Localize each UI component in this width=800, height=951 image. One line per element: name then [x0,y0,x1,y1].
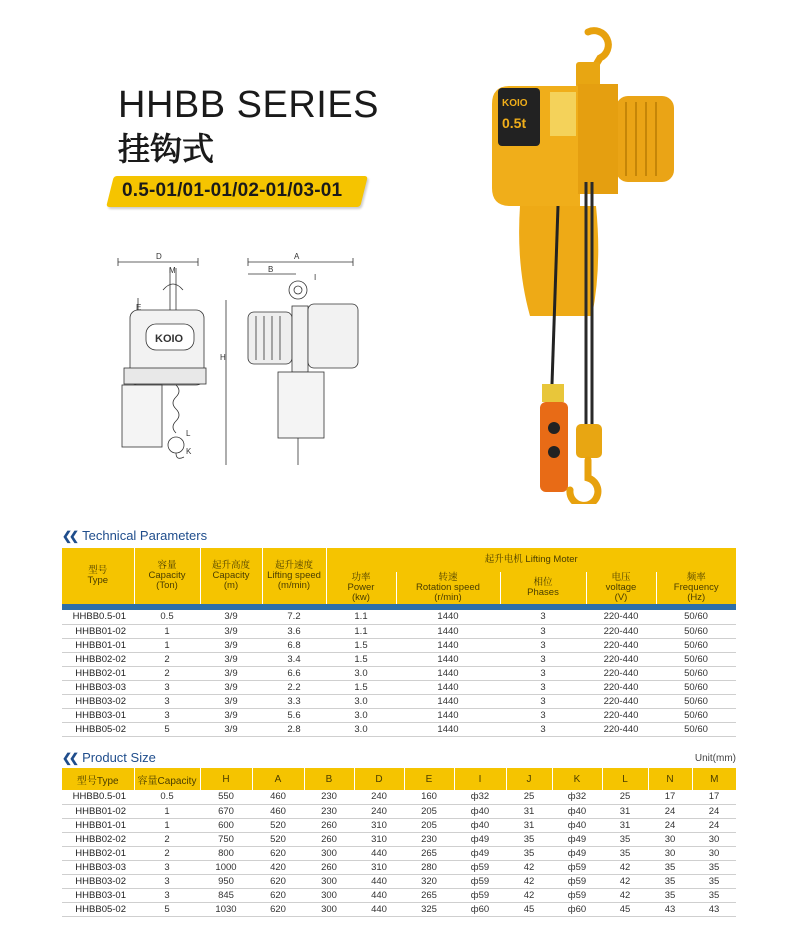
value-cell: 205 [404,818,454,832]
value-cell: 42 [506,874,552,888]
table-row [62,638,736,652]
model-cell: HHBB01-01 [62,818,134,832]
value-cell: 30 [692,846,736,860]
size-col-header: N [648,768,692,790]
value-cell: 3/9 [200,666,262,680]
value-cell: 1440 [396,624,500,638]
value-cell: 300 [304,846,354,860]
value-cell: 460 [252,790,304,804]
value-cell: 160 [404,790,454,804]
value-cell: 230 [304,790,354,804]
value-cell: 620 [252,874,304,888]
size-col-header: 容量Capacity [134,768,200,790]
value-cell: 440 [354,846,404,860]
value-cell: 310 [354,818,404,832]
table-row [62,888,736,902]
value-cell: 0.5 [134,610,200,624]
value-cell: 800 [200,846,252,860]
value-cell: 3.3 [262,694,326,708]
value-cell: 3/9 [200,624,262,638]
diagram-brand: KOIO [155,333,184,345]
size-col-header: M [692,768,736,790]
value-cell: 750 [200,832,252,846]
dimension-drawing [108,250,368,475]
value-cell: 17 [692,790,736,804]
value-cell: 1000 [200,860,252,874]
table-row [62,610,736,624]
value-cell: 1 [134,624,200,638]
value-cell: 1440 [396,666,500,680]
table-row [62,666,736,680]
size-col-header: 型号Type [62,768,134,790]
value-cell: 1.1 [326,610,396,624]
value-cell: 280 [404,860,454,874]
page-title: HHBB SERIES [118,84,380,126]
value-cell: 2 [134,832,200,846]
model-cell: HHBB03-01 [62,708,134,722]
value-cell: 50/60 [656,708,736,722]
value-cell: 50/60 [656,610,736,624]
model-cell: HHBB0.5-01 [62,610,134,624]
size-rows [62,790,736,916]
value-cell: 3 [134,860,200,874]
model-banner [110,176,364,207]
col-frequency: 频率 Frequency (Hz) [656,572,736,604]
value-cell: 520 [252,832,304,846]
value-cell: 440 [354,902,404,916]
value-cell: 45 [602,902,648,916]
size-col-header: L [602,768,648,790]
model-cell: HHBB05-02 [62,902,134,916]
value-cell: 300 [304,874,354,888]
value-cell: 1.1 [326,624,396,638]
value-cell: 42 [602,860,648,874]
value-cell: 220-440 [586,652,656,666]
value-cell: 35 [506,846,552,860]
hoist-product-image [480,24,690,504]
value-cell: 320 [404,874,454,888]
value-cell: 42 [602,874,648,888]
value-cell: 0.5 [134,790,200,804]
value-cell: 50/60 [656,624,736,638]
size-col-header: A [252,768,304,790]
col-motor-group: 起升电机 Lifting Moter [326,548,736,572]
value-cell: 845 [200,888,252,902]
value-cell: 1440 [396,722,500,736]
value-cell: 1440 [396,638,500,652]
value-cell: ф32 [552,790,602,804]
value-cell: 240 [354,804,404,818]
dim-label-m: M [169,266,176,275]
value-cell: 6.8 [262,638,326,652]
table-row [62,722,736,736]
value-cell: ф59 [552,874,602,888]
value-cell: 460 [252,804,304,818]
value-cell: 950 [200,874,252,888]
model-cell: HHBB02-02 [62,832,134,846]
value-cell: 30 [692,832,736,846]
value-cell: 24 [648,804,692,818]
value-cell: 50/60 [656,652,736,666]
technical-table [62,548,736,737]
value-cell: 1440 [396,680,500,694]
model-list: 0.5-01/01-01/02-01/03-01 [122,180,343,201]
dim-label-e: E [136,303,142,312]
model-cell: HHBB02-02 [62,652,134,666]
value-cell: 3/9 [200,680,262,694]
value-cell: ф49 [454,846,506,860]
value-cell: ф40 [552,804,602,818]
table-row [62,832,736,846]
value-cell: 310 [354,860,404,874]
value-cell: 3 [134,694,200,708]
value-cell: ф59 [454,860,506,874]
value-cell: 24 [692,804,736,818]
model-cell: HHBB03-02 [62,874,134,888]
value-cell: 3/9 [200,638,262,652]
value-cell: 3.0 [326,708,396,722]
value-cell: ф49 [454,832,506,846]
col-capacity: 容量 Capacity (Ton) [134,548,200,604]
table-row [62,846,736,860]
value-cell: 240 [354,790,404,804]
table-row [62,694,736,708]
value-cell: 35 [692,874,736,888]
value-cell: 260 [304,832,354,846]
value-cell: 3.0 [326,722,396,736]
model-cell: HHBB03-03 [62,860,134,874]
model-cell: HHBB03-01 [62,888,134,902]
value-cell: 3.4 [262,652,326,666]
value-cell: 260 [304,818,354,832]
value-cell: 1.5 [326,652,396,666]
value-cell: 3/9 [200,694,262,708]
size-unit: Unit(mm) [694,753,736,764]
value-cell: 30 [648,846,692,860]
value-cell: 420 [252,860,304,874]
value-cell: 50/60 [656,666,736,680]
col-voltage: 电压 voltage (V) [586,572,656,604]
value-cell: 1.5 [326,680,396,694]
value-cell: ф59 [454,874,506,888]
value-cell: 620 [252,888,304,902]
value-cell: 3 [500,680,586,694]
value-cell: 50/60 [656,680,736,694]
value-cell: 3 [500,694,586,708]
dim-label-d: D [156,252,162,261]
table-row [62,652,736,666]
value-cell: ф40 [552,818,602,832]
value-cell: 35 [506,832,552,846]
value-cell: 230 [404,832,454,846]
value-cell: 3 [500,652,586,666]
value-cell: 265 [404,888,454,902]
value-cell: 220-440 [586,624,656,638]
table-row [62,818,736,832]
value-cell: 50/60 [656,694,736,708]
technical-heading: ❮❮ Technical Parameters [62,528,208,543]
value-cell: ф59 [454,888,506,902]
value-cell: 620 [252,902,304,916]
value-cell: 3 [134,888,200,902]
size-col-header: H [200,768,252,790]
value-cell: 3.0 [326,666,396,680]
dim-label-h: H [220,353,226,362]
value-cell: 3/9 [200,610,262,624]
value-cell: 2.8 [262,722,326,736]
value-cell: 31 [602,818,648,832]
value-cell: 260 [304,860,354,874]
dim-label-i: I [314,273,317,282]
value-cell: 205 [404,804,454,818]
value-cell: 35 [602,832,648,846]
value-cell: 50/60 [656,722,736,736]
value-cell: 31 [602,804,648,818]
dim-label-a: A [294,252,300,261]
table-row [62,680,736,694]
value-cell: 300 [304,902,354,916]
value-cell: 5 [134,902,200,916]
col-power: 功率 Power (kw) [326,572,396,604]
value-cell: 35 [648,874,692,888]
table-row [62,902,736,916]
value-cell: 3/9 [200,708,262,722]
value-cell: 1440 [396,694,500,708]
value-cell: 3 [500,610,586,624]
value-cell: 600 [200,818,252,832]
dim-label-b: B [268,265,274,274]
col-rotation: 转速 Rotation speed (r/min) [396,572,500,604]
table-row [62,790,736,804]
value-cell: 3 [500,708,586,722]
value-cell: 3 [134,874,200,888]
col-lift-speed: 起升速度 Lifting speed (m/min) [262,548,326,604]
value-cell: 220-440 [586,708,656,722]
value-cell: ф59 [552,860,602,874]
value-cell: 35 [648,888,692,902]
value-cell: 45 [506,902,552,916]
size-col-header: D [354,768,404,790]
value-cell: 43 [648,902,692,916]
value-cell: 3 [500,722,586,736]
value-cell: 5 [134,722,200,736]
value-cell: 220-440 [586,666,656,680]
value-cell: 1440 [396,708,500,722]
value-cell: 3 [134,708,200,722]
value-cell: 30 [648,832,692,846]
value-cell: 220-440 [586,694,656,708]
value-cell: 1440 [396,652,500,666]
value-cell: 220-440 [586,722,656,736]
size-table [62,768,736,917]
double-chevron-icon: ❮❮ [62,750,77,765]
value-cell: 25 [506,790,552,804]
value-cell: 3.0 [326,694,396,708]
value-cell: 7.2 [262,610,326,624]
model-cell: HHBB01-02 [62,624,134,638]
col-lift-height: 起升高度 Capacity (m) [200,548,262,604]
value-cell: 50/60 [656,638,736,652]
value-cell: 230 [304,804,354,818]
model-cell: HHBB05-02 [62,722,134,736]
value-cell: 1030 [200,902,252,916]
value-cell: 25 [602,790,648,804]
value-cell: ф40 [454,818,506,832]
table-row [62,708,736,722]
value-cell: 3.6 [262,624,326,638]
value-cell: 43 [692,902,736,916]
product-capacity: 0.5t [502,115,527,131]
value-cell: 1 [134,818,200,832]
value-cell: ф59 [552,888,602,902]
value-cell: 3/9 [200,722,262,736]
value-cell: 3 [500,638,586,652]
value-cell: 42 [506,888,552,902]
page-subtitle: 挂钩式 [118,130,215,168]
value-cell: 550 [200,790,252,804]
table-row [62,874,736,888]
value-cell: 620 [252,846,304,860]
value-cell: 3 [500,624,586,638]
value-cell: 3 [134,680,200,694]
value-cell: 35 [648,860,692,874]
value-cell: 300 [304,888,354,902]
value-cell: 17 [648,790,692,804]
value-cell: 325 [404,902,454,916]
value-cell: ф60 [552,902,602,916]
value-cell: 2 [134,652,200,666]
size-col-header: B [304,768,354,790]
value-cell: 24 [692,818,736,832]
value-cell: ф40 [454,804,506,818]
value-cell: 3/9 [200,652,262,666]
model-cell: HHBB02-01 [62,846,134,860]
value-cell: ф32 [454,790,506,804]
size-col-header: I [454,768,506,790]
value-cell: 24 [648,818,692,832]
product-brand: KOIO [502,98,528,109]
value-cell: 2.2 [262,680,326,694]
model-cell: HHBB01-01 [62,638,134,652]
value-cell: 2 [134,846,200,860]
value-cell: ф49 [552,832,602,846]
model-cell: HHBB03-03 [62,680,134,694]
value-cell: 220-440 [586,610,656,624]
value-cell: ф60 [454,902,506,916]
table-row [62,860,736,874]
value-cell: 1 [134,804,200,818]
value-cell: 3 [500,666,586,680]
model-cell: HHBB03-02 [62,694,134,708]
value-cell: 440 [354,888,404,902]
value-cell: 1440 [396,610,500,624]
table-row [62,804,736,818]
value-cell: 670 [200,804,252,818]
double-chevron-icon: ❮❮ [62,528,77,543]
value-cell: 35 [692,888,736,902]
value-cell: 220-440 [586,638,656,652]
value-cell: 2 [134,666,200,680]
dim-label-l: L [186,429,191,438]
value-cell: 1 [134,638,200,652]
col-phases: 相位 Phases [500,572,586,604]
model-cell: HHBB0.5-01 [62,790,134,804]
value-cell: 520 [252,818,304,832]
value-cell: 220-440 [586,680,656,694]
value-cell: 440 [354,874,404,888]
value-cell: 42 [506,860,552,874]
model-cell: HHBB02-01 [62,666,134,680]
value-cell: 310 [354,832,404,846]
technical-rows [62,610,736,736]
model-cell: HHBB01-02 [62,804,134,818]
value-cell: 35 [602,846,648,860]
value-cell: 265 [404,846,454,860]
value-cell: 6.6 [262,666,326,680]
table-row [62,624,736,638]
size-col-header: E [404,768,454,790]
value-cell: 35 [692,860,736,874]
value-cell: 31 [506,818,552,832]
size-heading: ❮❮ Product Size [62,750,156,765]
dim-label-k: K [186,447,192,456]
value-cell: 1.5 [326,638,396,652]
value-cell: 42 [602,888,648,902]
value-cell: 5.6 [262,708,326,722]
value-cell: ф49 [552,846,602,860]
size-col-header: J [506,768,552,790]
col-type: 型号 Type [62,548,134,604]
value-cell: 31 [506,804,552,818]
size-col-header: K [552,768,602,790]
